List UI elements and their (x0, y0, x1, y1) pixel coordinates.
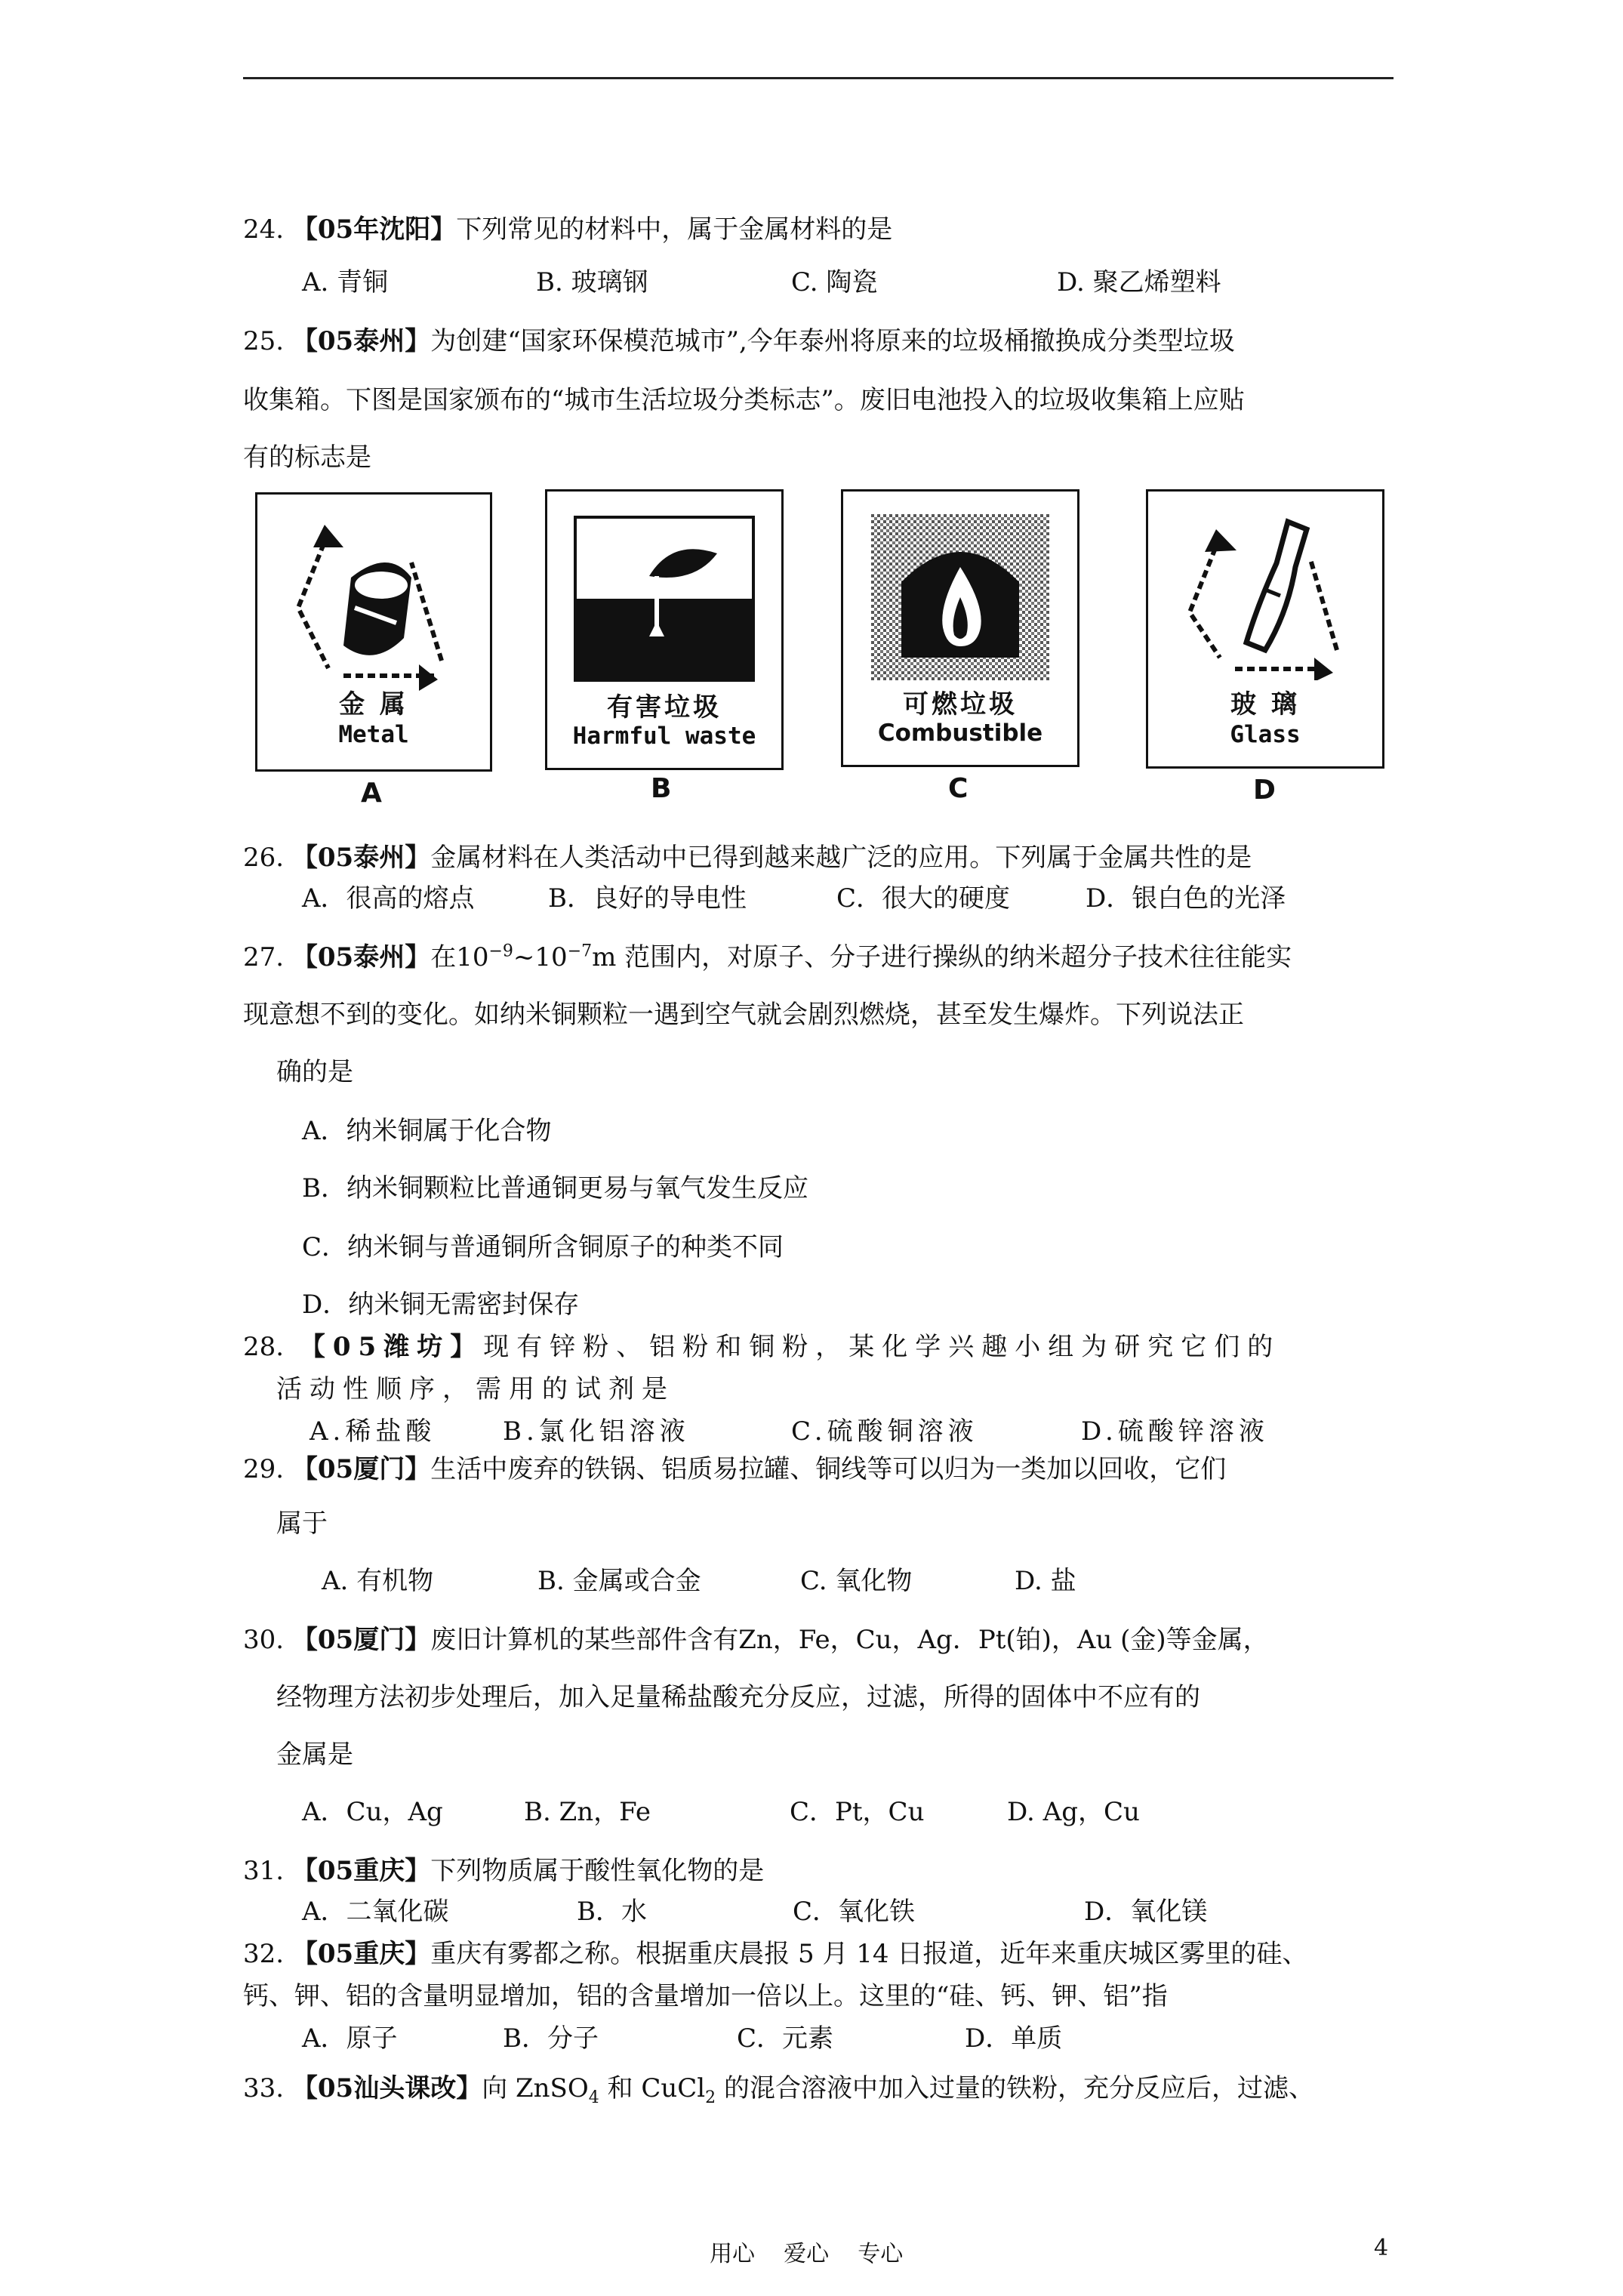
sign-glass (1146, 489, 1384, 769)
question-tag: 【05厦门】 (291, 1454, 431, 1484)
flame-icon (871, 514, 1049, 680)
question-28-line-2: 活动性顺序，需用的试剂是 (276, 1374, 675, 1404)
question-27: 27. 【05泰州】在$10^{-9}\sim 10^{-7}m$ 范围内，对原子、分子进行操纵的纳米超分子技术往往能实 (243, 942, 1292, 972)
question-25-line-3: 有的标志是 (243, 442, 371, 473)
question-33: 33. 【05汕头课改】向 ZnSO$_4$ 和 CuCl$_2$ 的混合溶液中加入过量的铁粉，充分反应后，过滤、 (243, 2073, 1314, 2107)
question-tag: 【05重庆】 (291, 1856, 431, 1886)
question-tag: 【05潍坊】 (299, 1332, 484, 1362)
option-c: C．氧化铁 (793, 1897, 916, 1927)
footer-motto: 用心 爱心 专心 (710, 2241, 904, 2267)
option-a: A.稀盐酸 (310, 1416, 436, 1447)
option-a: A．原子 (302, 2023, 398, 2054)
question-30-line-2: 经物理方法初步处理后，加入足量稀盐酸充分反应，过滤，所得的固体中不应有的 (276, 1682, 1200, 1712)
question-27-line-3: 确的是 (276, 1057, 353, 1087)
sign-label-en: Combustible (877, 720, 1043, 747)
option-c: C. 氧化物 (800, 1566, 913, 1596)
option-d: D．纳米铜无需密封保存 (302, 1290, 580, 1320)
question-32: 32. 【05重庆】重庆有雾都之称。根据重庆晨报 5 月 14 日报道，近年来重庆城区雾里的硅、 (243, 1939, 1308, 1969)
option-c: C．纳米铜与普通铜所含铜原子的种类不同 (302, 1232, 784, 1262)
option-b: B．水 (577, 1897, 647, 1927)
option-a: A．Cu，Ag (302, 1797, 443, 1827)
sign-letter-a: A (361, 778, 382, 809)
question-29-line-2: 属于 (276, 1509, 328, 1539)
option-c: C．元素 (737, 2023, 834, 2054)
sign-label-en: Harmful waste (572, 723, 756, 750)
sign-letter-b: B (651, 773, 672, 804)
option-d: D．银白色的光泽 (1086, 883, 1286, 914)
option-b: B. 玻璃钢 (536, 267, 648, 297)
question-25-line-2: 收集箱。下图是国家颁布的“城市生活垃圾分类标志”。废旧电池投入的垃圾收集箱上应贴 (243, 385, 1245, 415)
sign-metal (255, 492, 492, 772)
option-d: D．单质 (965, 2023, 1063, 2054)
option-a: A. 有机物 (322, 1566, 434, 1596)
option-b: B．分子 (503, 2023, 599, 2054)
sign-letter-d: D (1253, 775, 1276, 806)
sign-label-en: Metal (338, 721, 409, 748)
option-a: A．二氧化碳 (302, 1897, 449, 1927)
sign-letter-c: C (948, 773, 969, 804)
option-b: B. Zn，Fe (524, 1797, 651, 1827)
option-c: C.硫酸铜溶液 (791, 1416, 978, 1447)
question-27-line-2: 现意想不到的变化。如纳米铜颗粒一遇到空气就会剧烈燃烧，甚至发生爆炸。下列说法正 (243, 1000, 1244, 1030)
question-29: 29. 【05厦门】生活中废弃的铁锅、铝质易拉罐、铜线等可以归为一类加以回收，它们 (243, 1454, 1227, 1484)
option-a: A．很高的熔点 (302, 883, 475, 914)
header-rule (243, 77, 1394, 79)
sign-harmful-waste (545, 489, 784, 770)
sign-label-cn: 有害垃圾 (607, 692, 722, 723)
option-b: B．纳米铜颗粒比普通铜更易与氧气发生反应 (302, 1173, 808, 1203)
question-tag: 【05厦门】 (291, 1625, 431, 1655)
question-tag: 【05泰州】 (291, 326, 431, 356)
sign-label-en: Glass (1230, 721, 1301, 748)
harmful-waste-icon (574, 516, 755, 682)
option-b: B．良好的导电性 (548, 883, 747, 914)
question-24: 24. 【05年沈阳】下列常见的材料中，属于金属材料的是 (243, 214, 893, 245)
question-26: 26. 【05泰州】金属材料在人类活动中已得到越来越广泛的应用。下列属于金属共性的是 (243, 843, 1252, 873)
sign-label-cn: 玻 璃 (1230, 689, 1300, 720)
option-a: A．纳米铜属于化合物 (302, 1116, 552, 1146)
option-d: D.硫酸锌溶液 (1081, 1416, 1269, 1447)
page-number: 4 (1374, 2235, 1389, 2261)
option-b: B. 金属或合金 (537, 1566, 701, 1596)
option-c: C．很大的硬度 (836, 883, 1011, 914)
option-d: D. Ag，Cu (1007, 1797, 1140, 1827)
option-a: A. 青铜 (302, 267, 389, 297)
option-b: B.氯化铝溶液 (503, 1416, 690, 1447)
option-d: D. 聚乙烯塑料 (1057, 267, 1221, 297)
sign-label-cn: 可燃垃圾 (903, 689, 1018, 720)
option-d: D．氧化镁 (1084, 1897, 1208, 1927)
option-c: C．Pt，Cu (790, 1797, 925, 1827)
question-tag: 【05泰州】 (291, 942, 431, 972)
question-30: 30. 【05厦门】废旧计算机的某些部件含有Zn，Fe，Cu，Ag．Pt(铂)，Au (金)等金属， (243, 1625, 1269, 1655)
option-c: C. 陶瓷 (791, 267, 878, 297)
glass-bottle-recycle-icon (1175, 507, 1356, 680)
question-tag: 【05年沈阳】 (291, 214, 457, 245)
metal-can-recycle-icon (283, 517, 464, 691)
question-25: 25. 【05泰州】为创建“国家环保模范城市”,今年泰州将原来的垃圾桶撤换成分类型垃圾 (243, 326, 1235, 356)
question-31: 31. 【05重庆】下列物质属于酸性氧化物的是 (243, 1856, 765, 1886)
sign-label-cn: 金 属 (339, 689, 408, 720)
question-tag: 【05汕头课改】 (291, 2073, 482, 2103)
question-tag: 【05泰州】 (291, 843, 431, 873)
question-30-line-3: 金属是 (276, 1740, 353, 1770)
question-32-line-2: 钙、钾、铝的含量明显增加，铝的含量增加一倍以上。这里的“硅、钙、钾、铝”指 (243, 1981, 1168, 2011)
option-d: D. 盐 (1015, 1566, 1076, 1596)
sign-combustible (841, 489, 1079, 767)
question-28: 28. 【05潍坊】现有锌粉、铝粉和铜粉，某化学兴趣小组为研究它们的 (243, 1332, 1281, 1362)
question-tag: 【05重庆】 (291, 1939, 431, 1969)
